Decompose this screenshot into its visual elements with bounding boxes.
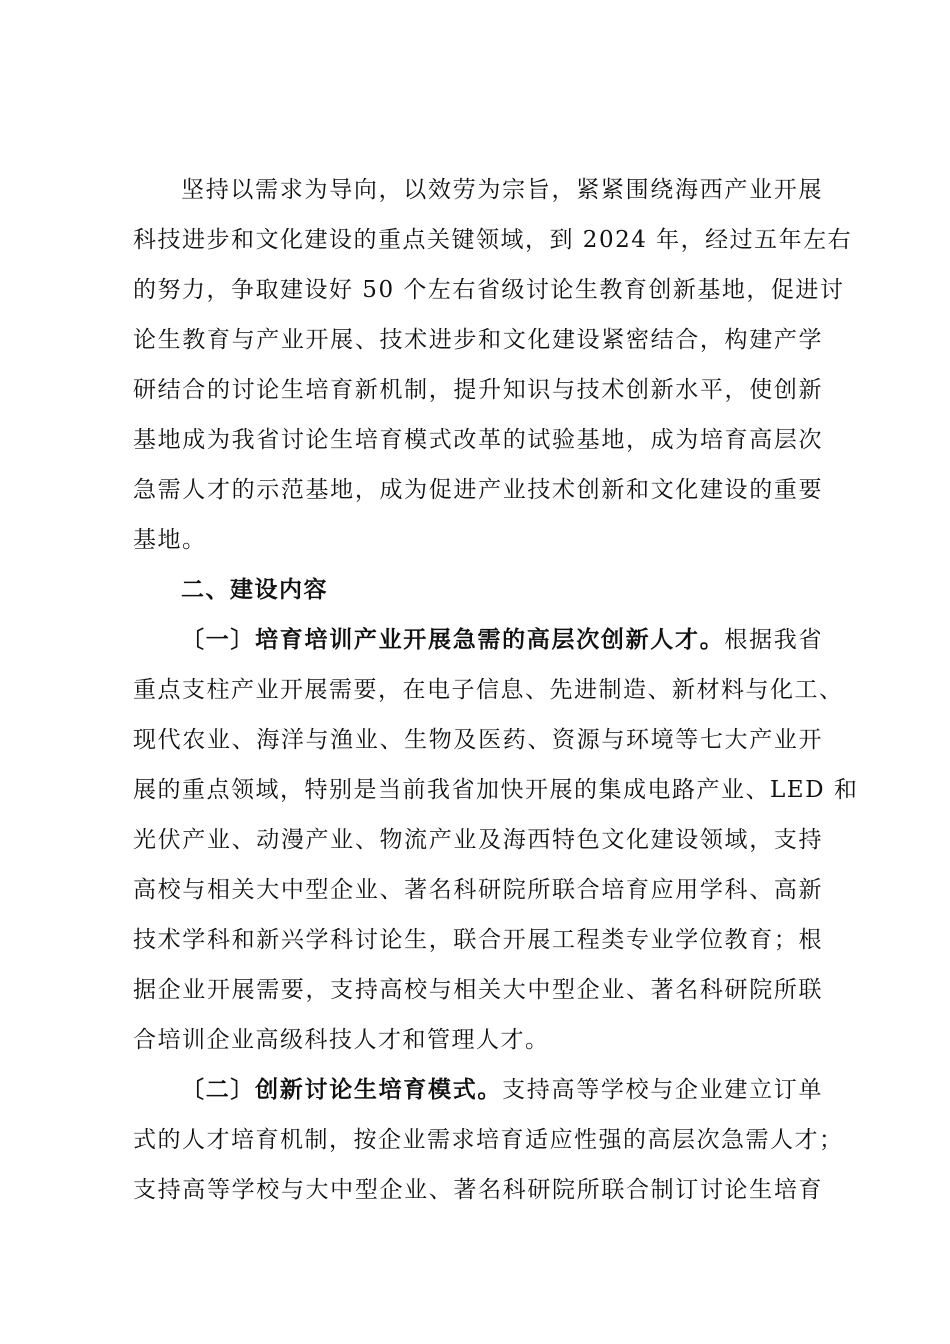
paragraph-line: 基地。	[133, 527, 207, 553]
paragraph-line	[133, 1065, 823, 1115]
section-heading: 二、建设内容	[181, 577, 328, 603]
paragraph-line: 论生教育与产业开展、技术进步和文化建设紧密结合，构建产学	[133, 327, 823, 353]
paragraph-line: 据企业开展需要，支持高校与相关大中型企业、著名科研院所联	[133, 977, 823, 1003]
paragraph-text: 支持高等学校与企业建立订单	[502, 1077, 824, 1103]
paragraph-line: 光伏产业、动漫产业、物流产业及海西特色文化建设领域，支持	[133, 827, 823, 853]
subsection-lead: 〔二〕创新讨论生培育模式。	[181, 1077, 503, 1103]
paragraph-line: 现代农业、海洋与渔业、生物及医药、资源与环境等七大产业开	[133, 727, 823, 753]
paragraph-text: 根据我省	[724, 627, 824, 653]
paragraph-line: 急需人才的示范基地，成为促进产业技术创新和文化建设的重要	[133, 477, 823, 503]
paragraph-line: 科技进步和文化建设的重点关键领域，到 2024 年，经过五年左右	[133, 227, 853, 253]
paragraph-line: 重点支柱产业开展需要，在电子信息、先进制造、新材料与化工、	[133, 677, 844, 703]
paragraph-line: 合培训企业高级科技人才和管理人才。	[133, 1027, 550, 1053]
paragraph-line: 坚持以需求为导向，以效劳为宗旨，紧紧围绕海西产业开展	[181, 177, 823, 203]
document-body	[133, 165, 859, 1215]
subsection-lead: 〔一〕培育培训产业开展急需的高层次创新人才。	[181, 627, 725, 653]
paragraph-line	[133, 615, 823, 665]
paragraph-line: 基地成为我省讨论生培育模式改革的试验基地，成为培育高层次	[133, 427, 823, 453]
paragraph-line: 高校与相关大中型企业、著名科研院所联合培育应用学科、高新	[133, 877, 823, 903]
paragraph-line: 展的重点领域，特别是当前我省加快开展的集成电路产业、LED 和	[133, 777, 859, 803]
paragraph-line: 技术学科和新兴学科讨论生，联合开展工程类专业学位教育；根	[133, 927, 823, 953]
paragraph-line: 式的人才培育机制，按企业需求培育适应性强的高层次急需人才；	[133, 1127, 844, 1153]
paragraph-line: 的努力，争取建设好 50 个左右省级讨论生教育创新基地，促进讨	[133, 277, 845, 303]
paragraph-line: 支持高等学校与大中型企业、著名科研院所联合制订讨论生培育	[133, 1177, 823, 1203]
paragraph-line: 研结合的讨论生培育新机制，提升知识与技术创新水平，使创新	[133, 377, 823, 403]
